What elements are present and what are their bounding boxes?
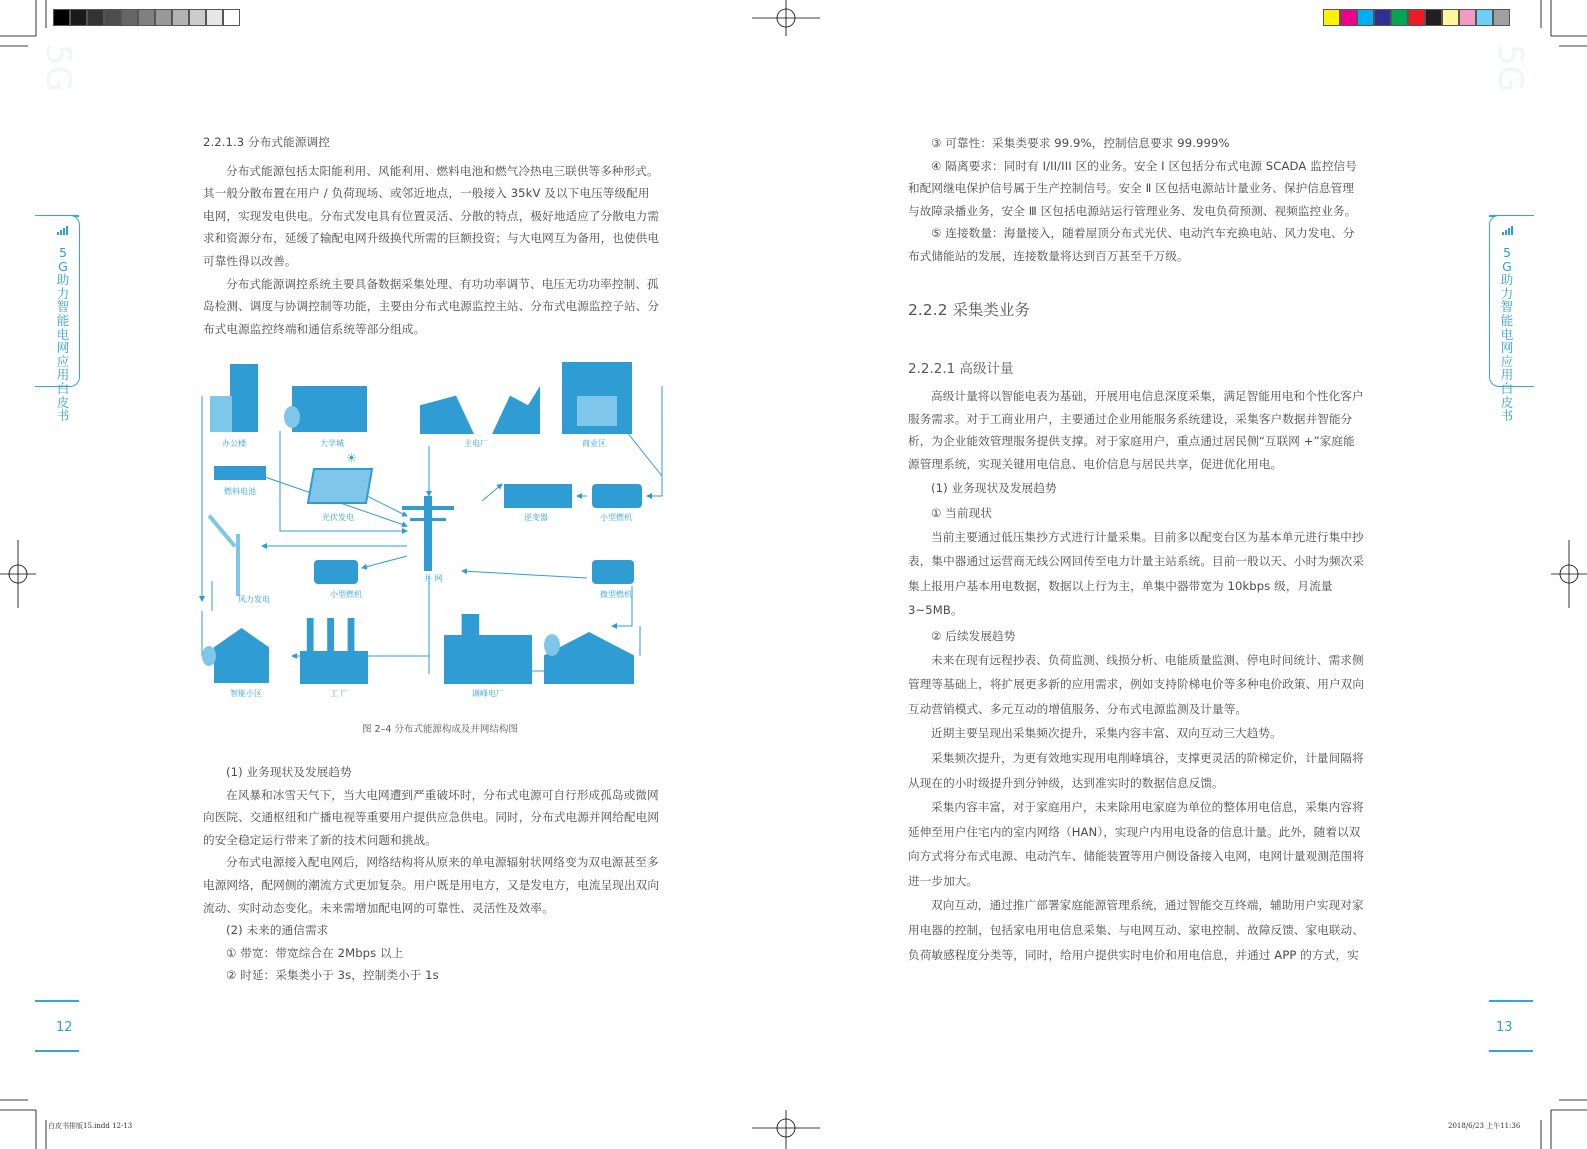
figure-distributed-energy: [192, 356, 666, 708]
side-tab-char: 白: [56, 380, 70, 396]
label-main-plant: 主电厂: [464, 439, 488, 448]
list-item: ⑤ 连接数量：海量接入，随着屋顶分布式光伏、电动汽车充换电站、风力发电、分布式储能站的发展，连接数量将达到百万甚至千万级。: [908, 226, 1355, 263]
side-tab-char: 5: [59, 245, 67, 260]
side-tab-char: 能: [56, 312, 70, 328]
subsection-title: 2.2.2.1 高级计量: [908, 361, 1014, 377]
list-item: ④ 隔离要求：同时有 I/II/III 区的业务。安全 I 区包括分布式电源 SCADA 监控信号和配网继电保护信号属于生产控制信号。安全 Ⅱ 区包括电源站计量业务、保护信息管理与故障录播业务，安全 Ⅲ 区包括电源站运行管理业务、发电负荷预测、视频监控业务。: [908, 158, 1357, 218]
tree-icon: [284, 406, 300, 428]
signal-icon: [1502, 226, 1514, 235]
label-office: 办公楼: [222, 439, 246, 448]
paragraph: 双向互动，通过推广部署家庭能源管理系统，通过智能交互终端，辅助用户实现对家用电器的控制，包括家电用电信息采集、与电网互动、家电控制、故障反馈、家电联动、负荷敏感程度分类等，同时，给用户提供实时电价和用电信息，并通过 APP 的方式，实: [908, 898, 1365, 962]
side-tab-char: 白: [1500, 380, 1514, 396]
corner-logo-right: 5G: [1490, 44, 1530, 92]
right-page-body: [908, 385, 1365, 967]
paragraph: 近期主要呈现出采集频次提升，采集内容丰富、双向互动三大趋势。: [931, 726, 1282, 741]
university-icon: [292, 386, 367, 432]
side-tab-char: 用: [1500, 367, 1514, 383]
right-page-top: [908, 132, 1365, 268]
inverter-icon: [504, 484, 572, 508]
label-small-gen-left: 小型燃机: [330, 590, 362, 599]
paragraph: 未来在现有远程抄表、负荷监测、线损分析、电能质量监测、停电时间统计、需求侧管理等基础上，将扩展更多新的应用需求，例如支持阶梯电价等多种电价政策、用户双向互动营销模式、多元互动的增值服务、分布式电源监测及计量等。: [908, 652, 1365, 716]
side-tab-char: G: [1502, 258, 1512, 274]
side-tab-char: 电: [56, 326, 70, 342]
paragraph: 分布式能源包括太阳能利用、风能利用、燃料电池和燃气冷热电三联供等多种形式。其一般分散布置在用户 / 负荷现场、或邻近地点，一般接入 35kV 及以下电压等级配用电网，实现发电供电。分布式发电具有位置灵活、分散的特点，极好地适应了分散电力需求和资源分布，延缓了输配电网升级换代所需的巨额投资；与大电网互为备用，也使供电可靠性得以改善。: [203, 163, 660, 268]
label-peak-plant: 调峰电厂: [472, 689, 504, 698]
paragraph: 当前主要通过低压集抄方式进行计量采集。目前多以配变台区为基本单元进行集中抄表，集中器通过运营商无线公网回传至电力计量主站系统。目前一般以天、小时为频次采集上报用户基本用电数据，数据以上行为主，单集中器带宽为 10kbps 级，月流量 3~5MB。: [908, 529, 1365, 618]
side-line-bottom-right: [1489, 1000, 1533, 1002]
sun-icon: ☀: [346, 451, 357, 465]
side-line-page-right: [1489, 1050, 1533, 1052]
side-tab-left: [35, 215, 80, 424]
left-page-top: [203, 131, 660, 340]
signal-icon: [57, 226, 69, 235]
paragraph: 分布式电源接入配电网后，网络结构将从原来的单电源辐射状网络变为双电源甚至多电源网络，配网侧的潮流方式更加复杂。用户既是用电方，又是发电方，电流呈现出双向流动、实时动态变化。未来需增加配电网的可靠性、灵活性及效率。: [203, 855, 660, 915]
subhead: ① 当前现状: [931, 505, 993, 520]
side-tab-char: G: [58, 258, 68, 274]
side-tab-char: 能: [1500, 312, 1514, 328]
wind-turbine-icon: [236, 534, 240, 596]
footer-timestamp: 2018/6/23 上午11:36: [1448, 1122, 1521, 1130]
small-generator-icon: [314, 560, 358, 584]
page-number-left: 12: [56, 1020, 73, 1035]
side-tab-char: 智: [1500, 299, 1514, 315]
list-item: ① 带宽：带宽综合在 2Mbps 以上: [226, 945, 404, 960]
small-generator-icon: [592, 484, 642, 508]
grid-pylon-icon: [402, 506, 454, 510]
side-line-page-left: [35, 1050, 79, 1052]
paragraph: 高级计量将以智能电表为基础，开展用电信息深度采集，满足智能用电和个性化客户服务需求。对于工商业用户，主要通过企业用能服务系统建设，采集客户数据并智能分析，为企业能效管理服务提供支撑。对于家庭用户，重点通过居民侧“互联网 +”家庭能源管理系统，实现关键用电信息、电价信息与居民共享，促进优化用电。: [908, 389, 1364, 471]
label-micro-gen: 微型燃机: [600, 590, 632, 599]
side-tab-char: 5: [1503, 245, 1511, 260]
side-tab-char: 力: [56, 285, 70, 301]
grid-pylon-icon: [410, 518, 446, 521]
section-title: 2.2.1.3 分布式能源调控: [203, 135, 330, 149]
side-tab-char: 助: [1500, 272, 1514, 288]
page-number-right: 13: [1496, 1020, 1513, 1035]
side-tab-char: 皮: [56, 394, 70, 410]
left-page-bottom: [203, 761, 660, 987]
subhead: (1) 业务现状及发展趋势: [931, 481, 1057, 496]
paragraph: 在风暴和冰雪天气下，当大电网遭到严重破坏时，分布式电源可自行形成孤岛或微网向医院、交通枢纽和广播电视等重要用户提供应急供电。同时，分布式电源并网给配电网的安全稳定运行带来了新的技术问题和挑战。: [203, 787, 660, 847]
micro-generator-icon: [592, 560, 634, 584]
label-smart-community: 智能小区: [230, 689, 262, 698]
office-building-icon: [210, 396, 232, 432]
paragraph: 采集内容丰富，对于家庭用户，未来除用电家庭为单位的整体用电信息，采集内容将延伸至用户住宅内的室内网络（HAN），实现户内用电设备的信息计量。此外，随着以双向方式将分布式电源、电动汽车、储能装置等用户侧设备接入电网，电网计量观测范围将进一步加大。: [908, 800, 1365, 888]
list-item: ③ 可靠性：采集类要求 99.9%，控制信息要求 99.999%: [931, 136, 1230, 150]
tree-icon: [202, 646, 216, 666]
office-building-icon: [230, 364, 258, 432]
solar-panel-icon: [307, 468, 373, 504]
side-tab-char: 用: [56, 367, 70, 383]
side-tab-char: 电: [1500, 326, 1514, 342]
label-inverter: 逆变器: [524, 513, 548, 522]
footer-file-info: 白皮书排版15.indd 12-13: [48, 1122, 133, 1130]
side-tab-char: 书: [1500, 408, 1514, 424]
subhead: (2) 未来的通信需求: [226, 923, 329, 938]
side-line-bottom-left: [35, 1000, 79, 1002]
label-fuel-cell: 燃料电池: [224, 487, 256, 496]
section-title: 2.2.2 采集类业务: [908, 301, 1030, 319]
label-wind: 风力发电: [238, 595, 270, 604]
side-tab-char: 智: [56, 299, 70, 315]
label-factory: 工 厂: [330, 689, 349, 698]
side-tab-char: 助: [56, 272, 70, 288]
tree-icon: [544, 634, 560, 656]
label-grid: 并 网: [424, 574, 443, 583]
label-pv: 光伏发电: [322, 513, 354, 522]
side-tab-char: 皮: [1500, 394, 1514, 410]
label-university: 大学城: [320, 439, 344, 448]
subhead: (1) 业务现状及发展趋势: [226, 765, 352, 779]
side-tab-char: 应: [56, 353, 70, 369]
shop-window-icon: [577, 396, 617, 426]
corner-logo-left: 5G: [38, 44, 78, 92]
side-tab-char: 力: [1500, 285, 1514, 301]
label-commercial: 商业区: [582, 439, 606, 448]
side-tab-text: [1500, 246, 1514, 423]
side-tab-char: 书: [56, 408, 70, 424]
label-small-gen-right: 小型燃机: [600, 513, 632, 522]
side-tab-right: [1489, 215, 1534, 424]
paragraph: 分布式能源调控系统主要具备数据采集处理、有功功率调节、电压无功功率控制、孤岛检测、调度与协调控制等功能，主要由分布式电源监控主站、分布式电源监控子站、分布式电源监控终端和通信系统等部分组成。: [203, 276, 660, 336]
subhead: ② 后续发展趋势: [931, 628, 1016, 643]
side-tab-char: 网: [1500, 340, 1514, 356]
side-tab-text: [56, 246, 70, 423]
paragraph: 采集频次提升，为更有效地实现用电削峰填谷，支撑更灵活的阶梯定价，计量间隔将从现在的小时级提升到分钟级，达到准实时的数据信息反馈。: [908, 750, 1364, 790]
side-tab-char: 应: [1500, 353, 1514, 369]
figure-caption: 图 2–4 分布式能源构成及并网结构图: [362, 724, 518, 735]
side-tab-char: 网: [56, 340, 70, 356]
list-item: ② 时延：采集类小于 3s，控制类小于 1s: [226, 968, 439, 983]
fuel-cell-icon: [214, 466, 266, 480]
